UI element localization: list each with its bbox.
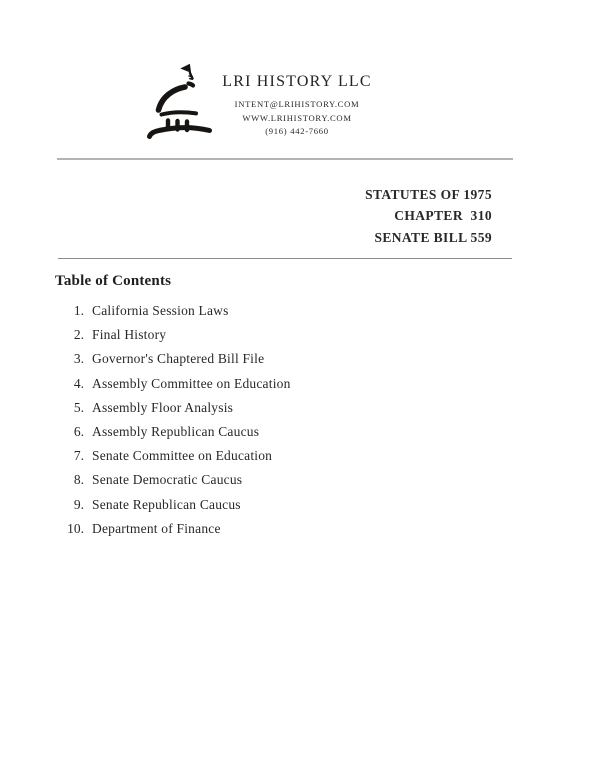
toc-item-number: 9. [73, 496, 84, 512]
header-divider [57, 158, 513, 160]
toc-item [0, 303, 600, 327]
toc-item-number: 3. [73, 351, 84, 367]
company-email: INTENT@LRIHISTORY.COM [234, 99, 360, 109]
toc-item [0, 497, 600, 521]
toc-item-number: 10. [67, 520, 84, 536]
chapter-line: CHAPTER 310 [394, 208, 492, 224]
toc-item-label: Assembly Floor Analysis [92, 399, 234, 415]
toc-item-label: Department of Finance [92, 520, 221, 536]
toc-item [0, 351, 600, 375]
toc-item [0, 376, 600, 400]
company-name: LRI HISTORY LLC [222, 73, 372, 90]
toc-item [0, 521, 600, 545]
toc-item [0, 327, 600, 351]
company-header [0, 73, 594, 139]
toc-item-number: 4. [73, 375, 84, 391]
section-divider [58, 258, 512, 259]
toc-item-label: Assembly Republican Caucus [92, 423, 260, 439]
toc-list [0, 303, 600, 545]
toc-item-label: Senate Committee on Education [92, 448, 273, 464]
company-website: WWW.LRIHISTORY.COM [242, 112, 352, 123]
toc-item-number: 5. [73, 399, 84, 415]
toc-item-number: 1. [73, 303, 84, 318]
toc-item-label: Senate Democratic Caucus [92, 472, 243, 488]
toc-item-label: Governor's Chaptered Bill File [92, 351, 265, 367]
statutes-year-line: STATUTES OF 1975 [365, 187, 492, 202]
toc-item-label: Senate Republican Caucus [92, 496, 241, 512]
statute-reference-block [365, 184, 492, 248]
toc-item-number: 7. [73, 448, 84, 464]
toc-item [0, 424, 600, 448]
toc-item-label: Final History [92, 327, 167, 343]
senate-bill-line: SENATE BILL 559 [374, 229, 492, 245]
toc-item [0, 400, 600, 424]
toc-title: Table of Contents [55, 273, 172, 289]
toc-item-number: 2. [73, 327, 84, 343]
toc-item [0, 448, 600, 472]
toc-item-label: California Session Laws [92, 303, 229, 318]
toc-item-number: 8. [73, 472, 84, 488]
company-phone: (916) 442-7660 [265, 126, 329, 137]
toc-item-label: Assembly Committee on Education [92, 375, 291, 391]
toc-item-number: 6. [73, 423, 84, 439]
toc-item [0, 472, 600, 496]
